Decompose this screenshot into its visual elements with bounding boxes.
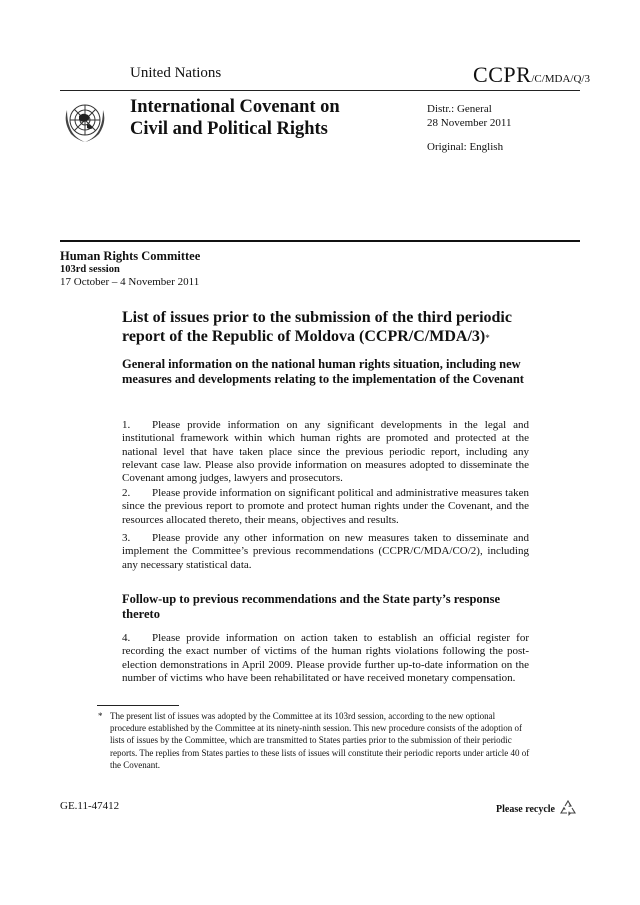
treaty-title-line-1: International Covenant on [130, 97, 340, 117]
footnote-text: The present list of issues was adopted by the Committee at its 103rd session, according to the new optional procedure established by the Committee at its ninety-ninth session. This new procedure consists of the adoption of lists of issues by the Committee, which are transmitted to States parties prior to the submission of their periodic reports. The replies from States parties to these lists of issues will constitute their periodic reports under article 40 of the Covenant. [110, 711, 530, 770]
original-language: Original: English [427, 141, 504, 153]
distribution-block [427, 102, 512, 130]
paragraph-text: Please provide any other information on new measures taken to disseminate and implement the Committee’s previous recommendations (CCPR/C/MDA/CO/2), including any necessary statistical data. [122, 532, 529, 571]
session-number: 103rd session [60, 264, 120, 275]
document-title [122, 309, 542, 347]
footnote [98, 710, 530, 771]
paragraph-number: 3. [122, 532, 131, 544]
paragraph-number: 1. [122, 419, 131, 431]
header-rule [60, 90, 580, 91]
document-title-text: List of issues prior to the submission of the third periodic report of the Republic of Moldova (CCPR/C/MDA/3) [122, 309, 512, 345]
footnote-reference[interactable]: * [485, 332, 490, 343]
section-heading-follow-up: Follow-up to previous recommendations and the State party’s response thereto [122, 592, 501, 621]
symbol-main: CCPR [473, 62, 532, 87]
section-heading-general: General information on the national human rights situation, including new measures and developments relating to the implementation of the Covenant [122, 357, 524, 386]
paragraph-text: Please provide information on any significant developments in the legal and institutional framework within which human rights are promoted and protected at the national level that have taken place since the previous periodic report, including any relevant case law. Please also provide information on measures adopted to disseminate the Covenant among judges, lawyers and prosecutors. [122, 419, 529, 485]
paragraph-text: Please provide information on action taken to establish an official register for recording the exact number of victims of the human rights violations following the post-election demonstrations in April 2009. Please provide further up-to-date information on the number of victims who have been rehabilitated or have received monetary compensation. [122, 632, 529, 684]
recycle-notice [496, 798, 578, 821]
paragraph-3 [122, 532, 529, 572]
recycle-icon [558, 798, 578, 821]
footnote-mark: * [98, 711, 103, 721]
paragraph-4 [122, 632, 529, 685]
paragraph-text: Please provide information on significant political and administrative measures taken since the previous report to promote and protect human rights under the Covenant, and the resources allocated thereto, their means, objectives and results. [122, 487, 529, 526]
treaty-title [130, 96, 340, 140]
recycle-label: Please recycle [496, 804, 555, 815]
paragraph-number: 4. [122, 632, 131, 644]
document-symbol [473, 62, 590, 88]
main-rule [60, 240, 580, 242]
paragraph-2 [122, 487, 529, 527]
job-number: GE.11-47412 [60, 800, 120, 812]
paragraph-1 [122, 419, 529, 485]
treaty-title-line-2: Civil and Political Rights [130, 119, 328, 139]
symbol-suffix: /C/MDA/Q/3 [531, 73, 590, 85]
issue-date: 28 November 2011 [427, 117, 512, 129]
paragraph-number: 2. [122, 487, 131, 499]
session-dates: 17 October – 4 November 2011 [60, 276, 200, 288]
committee-name: Human Rights Committee [60, 249, 201, 263]
un-emblem-icon [59, 96, 111, 148]
distribution: Distr.: General [427, 103, 492, 115]
footnote-separator [97, 705, 179, 706]
organization-name: United Nations [130, 65, 222, 81]
